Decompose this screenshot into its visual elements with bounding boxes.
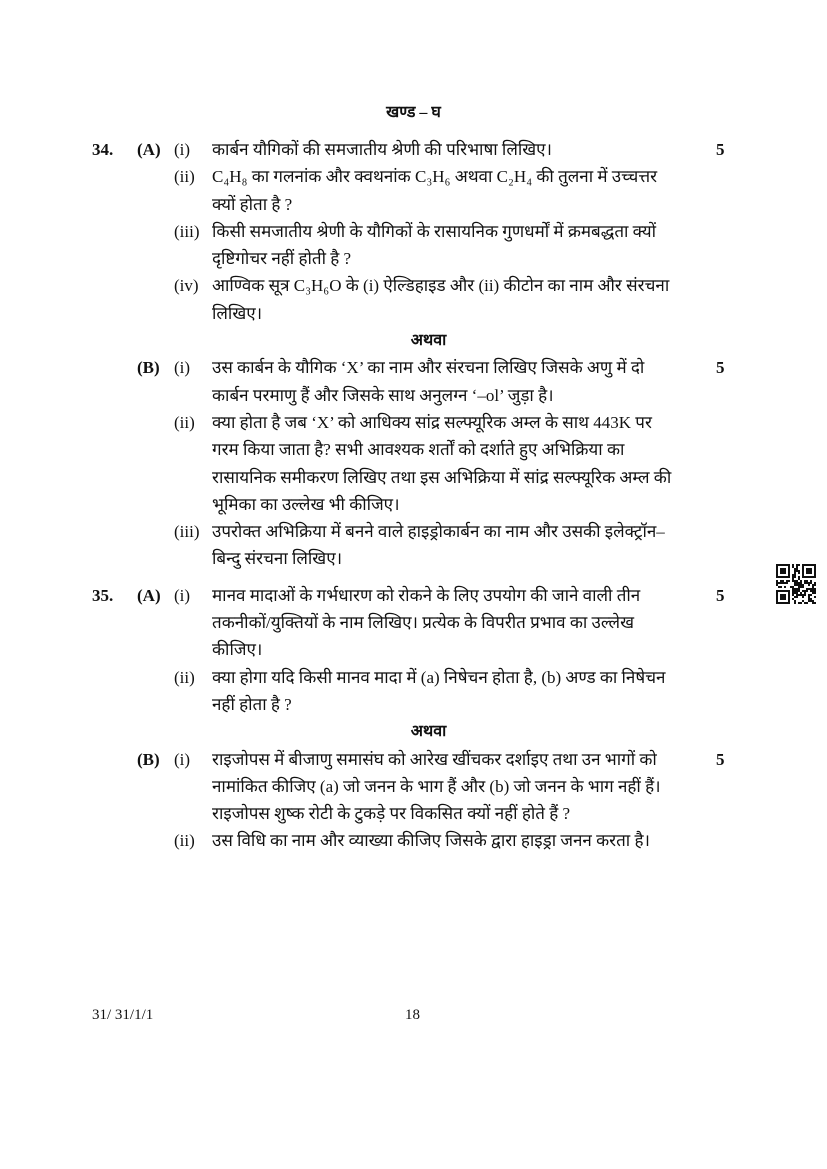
subpart-number: (i) [174, 749, 191, 769]
part-label: (B) [137, 358, 160, 378]
question-number: 34. [92, 140, 114, 159]
question-line [0, 636, 827, 663]
or-separator: अथवा [410, 723, 447, 741]
subpart-number: (iii) [174, 522, 200, 542]
question-line [0, 136, 827, 163]
part-label: (B) [137, 749, 160, 769]
paper-code: 31/ 31/1/1 [92, 1007, 154, 1023]
subpart-number: (ii) [174, 831, 195, 851]
subpart-number: (ii) [174, 167, 195, 187]
marks: 5 [716, 585, 725, 605]
question-text: राइजोपस शुष्क रोटी के टुकड़े पर विकसित क्यों नहीं होते हैं ? [212, 804, 571, 824]
subpart-number: (i) [174, 140, 191, 159]
marks: 5 [716, 358, 725, 378]
question-line [0, 191, 827, 218]
question-line [0, 773, 827, 800]
question-text: उस विधि का नाम और व्याख्या कीजिए जिसके द्वारा हाइड्रा जनन करता है। [212, 831, 650, 851]
question-text: कार्बन यौगिकों की समजातीय श्रेणी की परिभाषा लिखिए। [212, 140, 552, 159]
section-title: खण्ड – घ [386, 104, 441, 121]
page-number: 18 [405, 1007, 420, 1023]
question-line [0, 800, 827, 827]
question-text: दृष्टिगोचर नहीं होती है ? [212, 249, 352, 269]
marks: 5 [716, 749, 725, 769]
question-line [0, 163, 827, 190]
question-line [0, 691, 827, 718]
question-text: मानव मादाओं के गर्भधारण को रोकने के लिए उपयोग की जाने वाली तीन [212, 585, 641, 605]
question-text: तकनीकों/युक्तियों के नाम लिखिए। प्रत्येक के विपरीत प्रभाव का उल्लेख [212, 613, 634, 633]
question-text: बिन्दु संरचना लिखिए। [212, 549, 343, 569]
question-text: राइजोपस में बीजाणु समासंघ को आरेख खींचकर दर्शाइए तथा उन भागों को [212, 749, 657, 769]
question-line [0, 518, 827, 545]
question-text: भूमिका का उल्लेख भी कीजिए। [212, 494, 400, 514]
question-text: किसी समजातीय श्रेणी के यौगिकों के रासायनिक गुणधर्मों में क्रमबद्धता क्यों [212, 221, 657, 241]
question-line [0, 664, 827, 691]
question-line [0, 491, 827, 518]
or-separator: अथवा [410, 332, 447, 350]
marks: 5 [716, 140, 725, 159]
question-line [0, 827, 827, 854]
question-text: उस कार्बन के यौगिक ‘X’ का नाम और संरचना लिखिए जिसके अणु में दो [212, 358, 645, 378]
question-text: क्या होगा यदि किसी मानव मादा में (a) निषेचन होता है, (b) अण्ड का निषेचन [212, 667, 666, 687]
question-text: उपरोक्त अभिक्रिया में बनने वाले हाइड्रोकार्बन का नाम और उसकी इलेक्ट्रॉन– [212, 522, 665, 542]
question-line [0, 746, 827, 773]
subpart-number: (ii) [174, 667, 195, 687]
question-line [0, 436, 827, 463]
question-text: लिखिए। [212, 303, 263, 323]
question-text: रासायनिक समीकरण लिखिए तथा इस अभिक्रिया में सांद्र सल्फ्यूरिक अम्ल की [212, 467, 672, 487]
questions [0, 136, 827, 855]
question-line [0, 609, 827, 636]
question-text: नामांकित कीजिए (a) जो जनन के भाग हैं और (b) जो जनन के भाग नहीं हैं। [212, 776, 661, 796]
question-text: गरम किया जाता है? सभी आवश्यक शर्तों को दर्शाते हुए अभिक्रिया का [212, 440, 625, 460]
question-line [0, 218, 827, 245]
qr-code-icon [776, 564, 816, 604]
question-text: क्यों होता है ? [212, 194, 293, 214]
question-text: कीजिए। [212, 640, 263, 660]
question-text: C₄H₈ का गलनांक और क्वथनांक C₃H₆ अथवा C₂H₄ की तुलना में उच्चत्तर [212, 167, 658, 187]
question-line [0, 409, 827, 436]
question-text: क्या होता है जब ‘X’ को आधिक्य सांद्र सल्फ्यूरिक अम्ल के साथ 443K पर [212, 412, 652, 432]
part-label: (A) [137, 140, 161, 159]
question-line [0, 245, 827, 272]
subpart-number: (iii) [174, 221, 200, 241]
question-line [0, 300, 827, 327]
subpart-number: (i) [174, 358, 191, 378]
question-text: कार्बन परमाणु हैं और जिसके साथ अनुलग्न ‘–ol’ जुड़ा है। [212, 385, 554, 405]
question-line [0, 464, 827, 491]
question-text: नहीं होता है ? [212, 694, 292, 714]
question-line [0, 272, 827, 299]
question-text: आण्विक सूत्र C₃H₆O के (i) ऐल्डिहाइड और (ii) कीटोन का नाम और संरचना [212, 276, 670, 296]
question-line [0, 582, 827, 609]
question-line [0, 545, 827, 572]
part-label: (A) [137, 585, 161, 605]
subpart-number: (i) [174, 585, 191, 605]
question-line [0, 382, 827, 409]
subpart-number: (iv) [174, 276, 199, 296]
question-number: 35. [92, 585, 114, 605]
subpart-number: (ii) [174, 412, 195, 432]
question-line [0, 354, 827, 381]
